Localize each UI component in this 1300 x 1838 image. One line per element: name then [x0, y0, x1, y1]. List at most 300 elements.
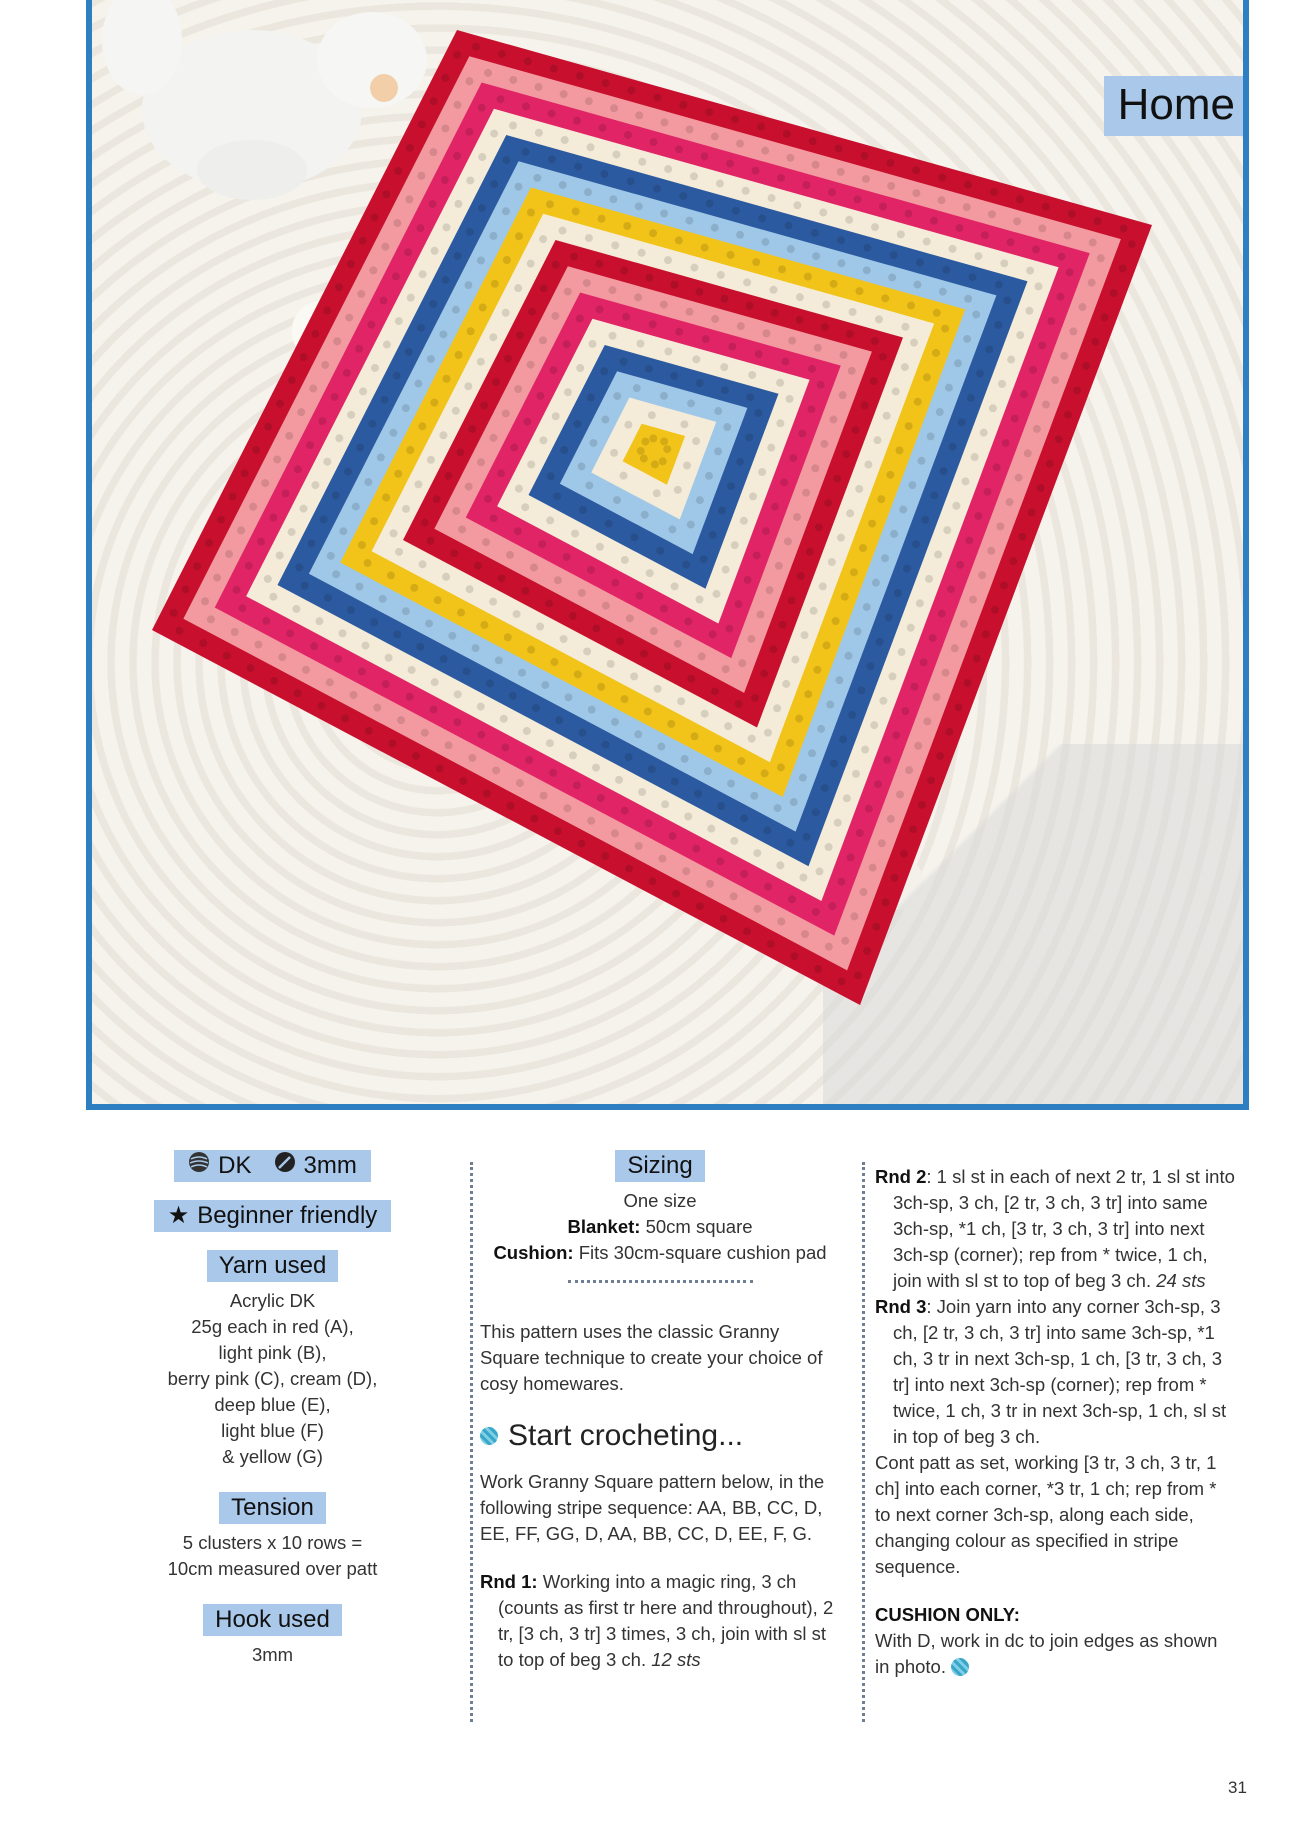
stitch-gap: [563, 340, 571, 348]
stitch-gap: [368, 420, 376, 428]
stitch-gap: [574, 670, 582, 678]
stitch-gap: [453, 101, 461, 109]
stitch-gap: [956, 561, 964, 569]
yarn-line: light pink (B),: [218, 1342, 327, 1363]
round-2-label: Rnd 2: [875, 1166, 927, 1187]
stitch-gap: [671, 582, 679, 590]
stitch-gap: [804, 273, 812, 281]
stitch-gap: [620, 358, 628, 366]
stitch-gap: [854, 627, 862, 635]
stitch-gap: [808, 365, 816, 373]
stitch-gap: [767, 444, 775, 452]
stitch-gap: [778, 265, 786, 273]
stitch-gap: [965, 536, 973, 544]
stitch-gap: [466, 585, 474, 593]
stitch-gap: [385, 654, 393, 662]
stitch-gap: [677, 697, 685, 705]
stitch-gap: [686, 125, 694, 133]
round-2-text: : 1 sl st in each of next 2 tr, 1 sl st into 3ch-sp, 3 ch, [2 tr, 3 ch, 3 tr] into same 3ch-sp, *1 ch, [3 tr, 3 ch, 3 tr] into next 3ch-sp (corner); rep from * twice, 1 ch, join with sl st to top of beg 3 ch.: [893, 1166, 1235, 1291]
round-1-count: 12 sts: [651, 1649, 701, 1670]
stitch-gap: [998, 380, 1006, 388]
continue-instructions: Cont patt as set, working [3 tr, 3 ch, 3 tr, 1 ch] into each corner, *3 tr, 1 ch; rep from * to next corner 3ch-sp, along each side, changing colour as specified in stripe sequence.: [875, 1452, 1217, 1577]
round-1-text: Working into a magic ring, 3 ch (counts as first tr here and throughout), 2 tr, [3 ch, 3 tr] 3 times, 3 ch, join with sl st to top of beg 3 ch.: [498, 1571, 834, 1670]
stitch-gap: [394, 470, 402, 478]
stitch-gap: [1028, 508, 1036, 516]
stitch-gap: [927, 432, 935, 440]
stitch-gap: [436, 764, 444, 772]
stitch-gap: [452, 407, 460, 415]
stitch-gap: [1002, 439, 1010, 447]
stitch-gap: [960, 620, 968, 628]
stitch-gap: [718, 506, 726, 514]
stitch-gap: [498, 50, 506, 58]
stitch-gap: [547, 472, 555, 480]
stitch-gap: [539, 436, 547, 444]
stitch-gap: [605, 520, 613, 528]
stitch-gap: [574, 163, 582, 171]
stitch-gap: [901, 707, 909, 715]
stitch-gap: [466, 176, 474, 184]
sidebar-info: [140, 1150, 405, 1690]
stitch-gap: [732, 207, 740, 215]
stitch-gap: [300, 505, 308, 513]
stitch-gap: [554, 576, 562, 584]
stitch-gap: [947, 585, 955, 593]
stitch-gap: [546, 200, 554, 208]
stitch-gap: [572, 207, 580, 215]
stitch-gap: [696, 379, 704, 387]
stitch-gap: [701, 244, 709, 252]
stitch-gap: [871, 223, 879, 231]
stitch-gap: [540, 792, 548, 800]
stitch-gap: [510, 443, 518, 451]
stitch-gap: [311, 481, 319, 489]
stitch-gap: [523, 418, 531, 426]
intro-text: This pattern uses the classic Granny Square technique to create your choice of cosy homewares.: [480, 1321, 823, 1394]
stitch-gap: [418, 422, 426, 430]
stitch-gap: [454, 200, 462, 208]
stitch-gap: [814, 965, 822, 973]
stitch-gap: [681, 755, 689, 763]
stitch-gap: [860, 888, 868, 896]
yarn-line: deep blue (E),: [214, 1394, 331, 1415]
stitch-gap: [839, 351, 847, 359]
stitch-gap: [760, 670, 768, 678]
stitch-gap: [841, 593, 849, 601]
stitch-gap: [656, 547, 664, 555]
page-number: 31: [1228, 1778, 1247, 1797]
section-divider: [568, 1280, 753, 1283]
sizing-heading: Sizing: [615, 1150, 704, 1182]
stitch-gap: [441, 176, 449, 184]
stitch-gap: [726, 160, 734, 168]
stitch-gap: [828, 902, 836, 910]
stitch-gap: [264, 423, 272, 431]
stitch-gap: [622, 313, 630, 321]
stitch-gap: [264, 575, 272, 583]
stitch-gap: [711, 315, 719, 323]
stitch-gap: [588, 340, 596, 348]
stitch-gap: [1042, 401, 1050, 409]
stitch-gap: [536, 392, 544, 400]
stitch-gap: [910, 339, 918, 347]
stitch-gap: [359, 387, 367, 395]
stitch-gap: [478, 104, 486, 112]
stitch-gap: [497, 469, 505, 477]
stitch-gap: [523, 727, 531, 735]
stitch-gap: [454, 252, 462, 260]
stitch-gap: [859, 544, 867, 552]
stitch-gap: [404, 248, 412, 256]
stitch-gap: [442, 223, 450, 231]
stitch-gap: [982, 630, 990, 638]
stitch-gap: [1089, 239, 1097, 247]
stitch-gap: [826, 701, 834, 709]
stitch-gap: [1006, 498, 1014, 506]
stitch-gap: [554, 827, 562, 835]
stitch-gap: [333, 337, 341, 345]
stitch-gap: [1018, 533, 1026, 541]
stitch-gap: [664, 347, 672, 355]
stitch-gap: [989, 404, 997, 412]
stitch-gap: [940, 467, 948, 475]
stitch-gap: [484, 69, 492, 77]
stitch-gap: [887, 182, 895, 190]
stitch-gap: [933, 693, 941, 701]
stitch-gap: [393, 219, 401, 227]
stitch-gap: [504, 633, 512, 641]
stitch-gap: [335, 434, 343, 442]
stitch-gap: [638, 249, 646, 257]
stitch-gap: [875, 315, 883, 323]
stitch-gap: [943, 526, 951, 534]
stitch-gap: [892, 387, 900, 395]
stitch-gap: [930, 491, 938, 499]
stitch-gap: [726, 251, 734, 259]
stitch-gap: [530, 564, 538, 572]
stitch-gap: [503, 256, 511, 264]
stitch-gap: [323, 458, 331, 466]
round-2-count: 24 sts: [1156, 1270, 1206, 1291]
stitch-gap: [1064, 411, 1072, 419]
stitch-gap: [625, 753, 633, 761]
stitch-gap: [714, 745, 722, 753]
stitch-gap: [576, 315, 584, 323]
stitch-gap: [1057, 253, 1065, 261]
stitch-gap: [1025, 307, 1033, 315]
stitch-gap: [479, 304, 487, 312]
stitch-gap: [912, 166, 920, 174]
stitch-gap: [269, 514, 277, 522]
stitch-gap: [714, 447, 722, 455]
stitch-gap: [653, 94, 661, 102]
hook-used-heading: Hook used: [203, 1604, 342, 1636]
stitch-gap: [724, 722, 732, 730]
stitch-gap: [579, 506, 587, 514]
stitch-gap: [736, 458, 744, 466]
stitch-gap: [795, 715, 803, 723]
stitch-gap: [694, 790, 702, 798]
stitch-gap: [730, 837, 738, 845]
stitch-gap: [630, 672, 638, 680]
stitch-gap: [962, 477, 970, 485]
stitch-gap: [658, 855, 666, 863]
stitch-gap: [393, 372, 401, 380]
stitch-gap: [761, 147, 769, 155]
stitch-gap: [559, 181, 567, 189]
stitch-gap: [740, 517, 748, 525]
stitch-gap: [702, 335, 710, 343]
stitch-gap: [514, 284, 522, 292]
stitch-gap: [820, 440, 828, 448]
stitch-gap: [905, 766, 913, 774]
stitch-gap: [301, 582, 309, 590]
stitch-gap: [925, 575, 933, 583]
stitch-gap: [649, 320, 657, 328]
stitch-gap: [569, 612, 577, 620]
stitch-gap: [711, 224, 719, 232]
stitch-gap: [789, 454, 797, 462]
stitch-gap: [564, 288, 572, 296]
stitch-gap: [668, 525, 676, 533]
stitch-gap: [276, 551, 284, 559]
stitch-gap: [803, 833, 811, 841]
stitch-gap: [852, 426, 860, 434]
stitch-gap: [621, 695, 629, 703]
stitch-gap: [331, 393, 339, 401]
end-yarn-ball-icon: [951, 1658, 969, 1676]
stitch-gap: [477, 458, 485, 466]
stitch-gap: [823, 641, 831, 649]
stitch-gap: [817, 725, 825, 733]
stitch-gap: [822, 301, 830, 309]
stitch-gap: [439, 330, 447, 338]
stitch-gap: [176, 627, 184, 635]
stitch-gap: [905, 422, 913, 430]
stitch-gap: [660, 392, 668, 400]
yarn-ball-icon: [188, 1150, 210, 1182]
stitch-gap: [1091, 338, 1099, 346]
stitch-gap: [675, 236, 683, 244]
stitch-gap: [452, 507, 460, 515]
stitch-gap: [777, 918, 785, 926]
stitch-gap: [918, 457, 926, 465]
stitch-gap: [521, 503, 529, 511]
stitch-gap: [637, 447, 645, 455]
stitch-gap: [570, 253, 578, 261]
stitch-gap: [238, 604, 246, 612]
stitch-gap: [598, 215, 606, 223]
stitch-gap: [744, 576, 752, 584]
stitch-gap: [837, 236, 845, 244]
stitch-gap: [611, 241, 619, 249]
stitch-gap: [894, 589, 902, 597]
stitch-gap: [664, 165, 672, 173]
stitch-gap: [514, 527, 522, 535]
stitch-gap: [793, 513, 801, 521]
stitch-gap: [233, 586, 241, 594]
stitch-gap: [327, 552, 335, 560]
stitch-gap: [344, 468, 352, 476]
stitch-gap: [450, 549, 458, 557]
stitch-gap: [936, 408, 944, 416]
yarn-used-list: [140, 1288, 405, 1470]
tension-line: 10cm measured over patt: [167, 1558, 378, 1579]
stitch-gap: [602, 602, 610, 610]
stitch-gap: [938, 174, 946, 182]
stitch-gap: [901, 323, 909, 331]
stitch-gap: [1068, 210, 1076, 218]
stitch-gap: [406, 693, 414, 701]
stitch-gap: [711, 133, 719, 141]
stitch-gap: [971, 453, 979, 461]
stitch-gap: [955, 224, 963, 232]
stitch-gap: [231, 628, 239, 636]
stitch-gap: [821, 323, 829, 331]
stitch-gap: [804, 690, 812, 698]
stitch-gap: [762, 329, 770, 337]
stitch-gap: [877, 495, 885, 503]
stitch-gap: [379, 595, 387, 603]
stitch-gap: [675, 328, 683, 336]
stitch-gap: [480, 621, 488, 629]
stitch-gap: [430, 399, 438, 407]
stitch-gap: [740, 814, 748, 822]
stitch-gap: [761, 769, 769, 777]
stitch-gap: [889, 672, 897, 680]
stitch-gap: [706, 880, 714, 888]
stitch-gap: [616, 637, 624, 645]
stitch-gap: [464, 382, 472, 390]
stitch-gap: [454, 690, 462, 698]
stitch-gap: [843, 794, 851, 802]
stitch-gap: [596, 305, 604, 313]
stitch-gap: [923, 238, 931, 246]
stitch-gap: [545, 599, 553, 607]
stitch-gap: [492, 766, 500, 774]
stitch-gap: [578, 729, 586, 737]
stitch-gap: [467, 327, 475, 335]
stitch-gap: [863, 244, 871, 252]
stitch-gap: [431, 247, 439, 255]
stitch-gap: [704, 767, 712, 775]
stitch-gap: [578, 840, 586, 848]
stitch-gap: [980, 429, 988, 437]
stitch-gap: [869, 864, 877, 872]
stitch-gap: [663, 445, 671, 453]
stitch-gap: [578, 462, 586, 470]
stitch-gap: [383, 341, 391, 349]
stitch-gap: [945, 384, 953, 392]
stitch-gap: [343, 369, 351, 377]
stitch-gap: [900, 850, 908, 858]
stitch-gap: [776, 861, 784, 869]
stitch-gap: [870, 377, 878, 385]
stitch-gap: [907, 624, 915, 632]
stitch-gap: [788, 596, 796, 604]
stitch-gap: [784, 222, 792, 230]
stitch-gap: [762, 527, 770, 535]
stitch-gap: [472, 43, 480, 51]
round-3-text: : Join yarn into any corner 3ch-sp, 3 ch, [2 tr, 3 ch, 3 tr] into same 3ch-sp, *1 ch, 3 tr in next 3ch-sp, 1 ch, [3 tr, 3 ch, 3 tr] into next 3ch-sp (corner); rep from * twice, 1 ch, 3 tr in next 3ch-sp, 1 ch, sl st in top of beg 3 ch.: [893, 1296, 1227, 1447]
stitch-gap: [357, 290, 365, 298]
stitch-gap: [490, 130, 498, 138]
stitch-gap: [830, 760, 838, 768]
stitch-gap: [796, 316, 804, 324]
stitch-gap: [1015, 474, 1023, 482]
stitch-gap: [788, 895, 796, 903]
stitch-gap: [687, 675, 695, 683]
stitch-gap: [587, 566, 595, 574]
stitch-gap: [863, 947, 871, 955]
stitch-gap: [988, 210, 996, 218]
stitch-gap: [1057, 293, 1065, 301]
stitch-gap: [819, 209, 827, 217]
stitch-gap: [395, 317, 403, 325]
stitch-gap: [229, 493, 237, 501]
stitch-gap: [709, 630, 717, 638]
stitch-gap: [758, 214, 766, 222]
stitch-gap: [644, 707, 652, 715]
stitch-gap: [716, 857, 724, 865]
stitch-gap: [830, 280, 838, 288]
stitch-gap: [402, 505, 410, 513]
stitch-gap: [786, 739, 794, 747]
stitch-gap: [949, 245, 957, 253]
stitch-gap: [763, 827, 771, 835]
stitch-gap: [790, 952, 798, 960]
stitch-gap: [482, 538, 490, 546]
stitch-gap: [317, 702, 325, 710]
stitch-gap: [205, 539, 213, 547]
stitch-gap: [527, 646, 535, 654]
stitch-gap: [852, 770, 860, 778]
stitch-gap: [478, 204, 486, 212]
stitch-gap: [286, 630, 294, 638]
stitch-gap: [879, 697, 887, 705]
stitch-gap: [876, 638, 884, 646]
stitch-gap: [837, 534, 845, 542]
blanket-size: [480, 1214, 840, 1240]
stitch-gap: [613, 496, 621, 504]
stitch-gap: [419, 560, 427, 568]
stitch-gap: [569, 751, 577, 759]
stitch-gap: [1119, 265, 1127, 273]
stitch-gap: [507, 802, 515, 810]
stitch-gap: [670, 372, 678, 380]
stitch-gap: [834, 819, 842, 827]
stitch-gap: [249, 503, 257, 511]
stitch-gap: [502, 409, 510, 417]
stitch-gap: [812, 808, 820, 816]
stitch-gap: [814, 344, 822, 352]
cushion-label: Cushion:: [493, 1242, 574, 1263]
stitch-gap: [612, 151, 620, 159]
stitch-gap: [812, 908, 820, 916]
stitch-gap: [382, 494, 390, 502]
stitch-gap: [555, 716, 563, 724]
stitch-gap: [201, 597, 209, 605]
stitch-gap: [1032, 245, 1040, 253]
stitch-gap: [522, 102, 530, 110]
stitch-gap: [497, 95, 505, 103]
stitch-gap: [246, 664, 254, 672]
stitch-gap: [757, 123, 765, 131]
stitch-gap: [651, 460, 659, 468]
stitch-gap: [865, 805, 873, 813]
stitch-gap: [728, 343, 736, 351]
stitch-gap: [474, 562, 482, 570]
